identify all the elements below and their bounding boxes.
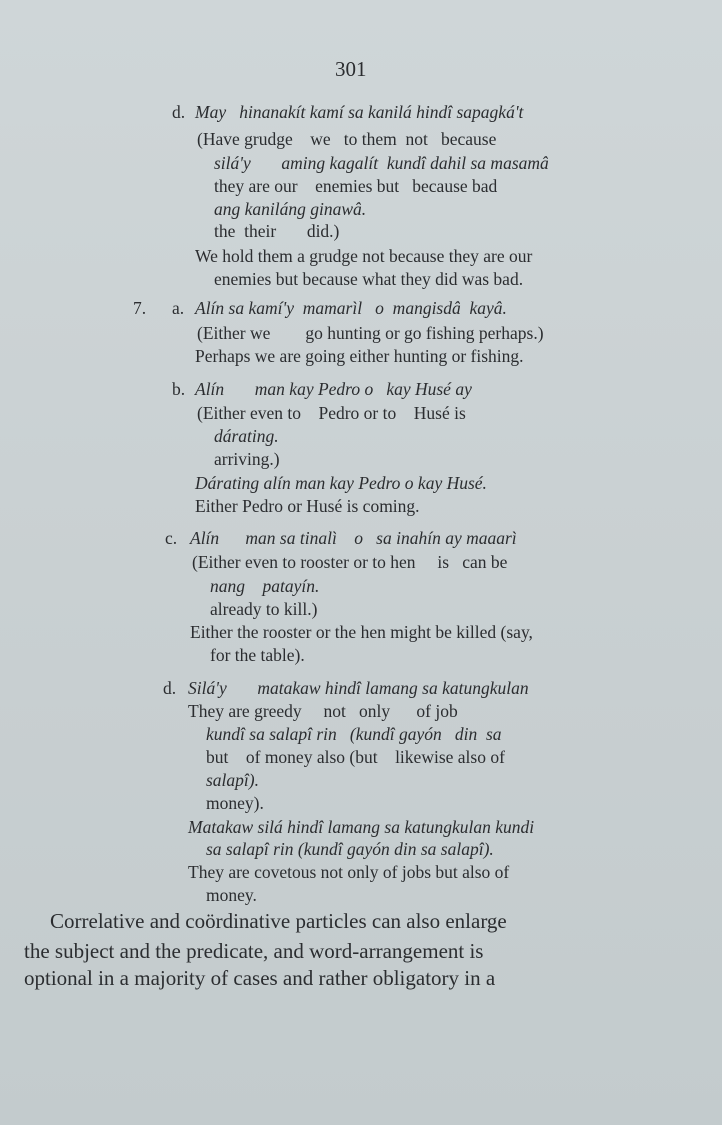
translation-line: Perhaps we are going either hunting or fishing. <box>195 346 524 366</box>
tagalog-line: Alín man kay Pedro o kay Husé ay <box>195 379 472 399</box>
translation-line: enemies but because what they did was bad. <box>214 269 524 289</box>
gloss-line: (Have grudge we to them not because <box>197 129 497 149</box>
item-label-c: c. <box>165 528 178 548</box>
tagalog-sentence: Matakaw silá hindî lamang sa katungkulan kundi <box>188 817 535 837</box>
item-label-d: d. <box>163 678 177 698</box>
translation-line: Either the rooster or the hen might be killed (say, <box>190 622 533 642</box>
tagalog-sentence: Dárating alín man kay Pedro o kay Husé. <box>195 473 487 493</box>
translation-line: for the table). <box>210 645 305 665</box>
tagalog-line: May hinanakít kamí sa kanilá hindî sapagká't <box>195 102 524 122</box>
tagalog-line: dárating. <box>214 426 279 446</box>
gloss-line: arriving.) <box>214 449 280 469</box>
tagalog-line: ang kaniláng ginawâ. <box>214 199 367 219</box>
item-number-7: 7. <box>133 298 147 318</box>
paragraph-line: Correlative and coördinative particles can also enlarge <box>50 909 507 933</box>
tagalog-line: Alín man sa tinalì o sa inahín ay maaarì <box>190 528 517 548</box>
gloss-line: but of money also (but likewise also of <box>206 747 505 767</box>
paragraph-line: the subject and the predicate, and word-arrangement is <box>24 939 484 963</box>
tagalog-line: nang patayín. <box>210 576 320 596</box>
tagalog-line: Silá'y matakaw hindî lamang sa katungkulan <box>188 678 529 698</box>
gloss-line: (Either we go hunting or go fishing perhaps.) <box>197 323 544 343</box>
gloss-line: (Either even to rooster or to hen is can be <box>192 552 508 572</box>
gloss-line: They are greedy not only of job <box>188 701 458 721</box>
gloss-line: already to kill.) <box>210 599 318 619</box>
item-label-a: a. <box>172 298 185 318</box>
gloss-line: they are our enemies but because bad <box>214 176 498 196</box>
translation-line: They are covetous not only of jobs but also of <box>188 862 510 882</box>
tagalog-line: salapî). <box>206 770 259 790</box>
item-label-d: d. <box>172 102 186 122</box>
tagalog-line: Alín sa kamí'y mamarìl o mangisdâ kayâ. <box>195 298 507 318</box>
translation-line: We hold them a grudge not because they are our <box>195 246 533 266</box>
gloss-line: money). <box>206 793 264 813</box>
gloss-line: (Either even to Pedro or to Husé is <box>197 403 466 423</box>
page-number: 301 <box>335 57 367 81</box>
paragraph-line: optional in a majority of cases and rather obligatory in a <box>24 966 496 990</box>
translation-line: money. <box>206 885 257 905</box>
tagalog-sentence: sa salapî rin (kundî gayón din sa salapî). <box>206 839 494 859</box>
tagalog-line: kundî sa salapî rin (kundî gayón din sa <box>206 724 502 744</box>
translation-line: Either Pedro or Husé is coming. <box>195 496 420 516</box>
tagalog-line: silá'y aming kagalít kundî dahil sa masamâ <box>214 153 549 173</box>
item-label-b: b. <box>172 379 186 399</box>
gloss-line: the their did.) <box>214 221 340 241</box>
